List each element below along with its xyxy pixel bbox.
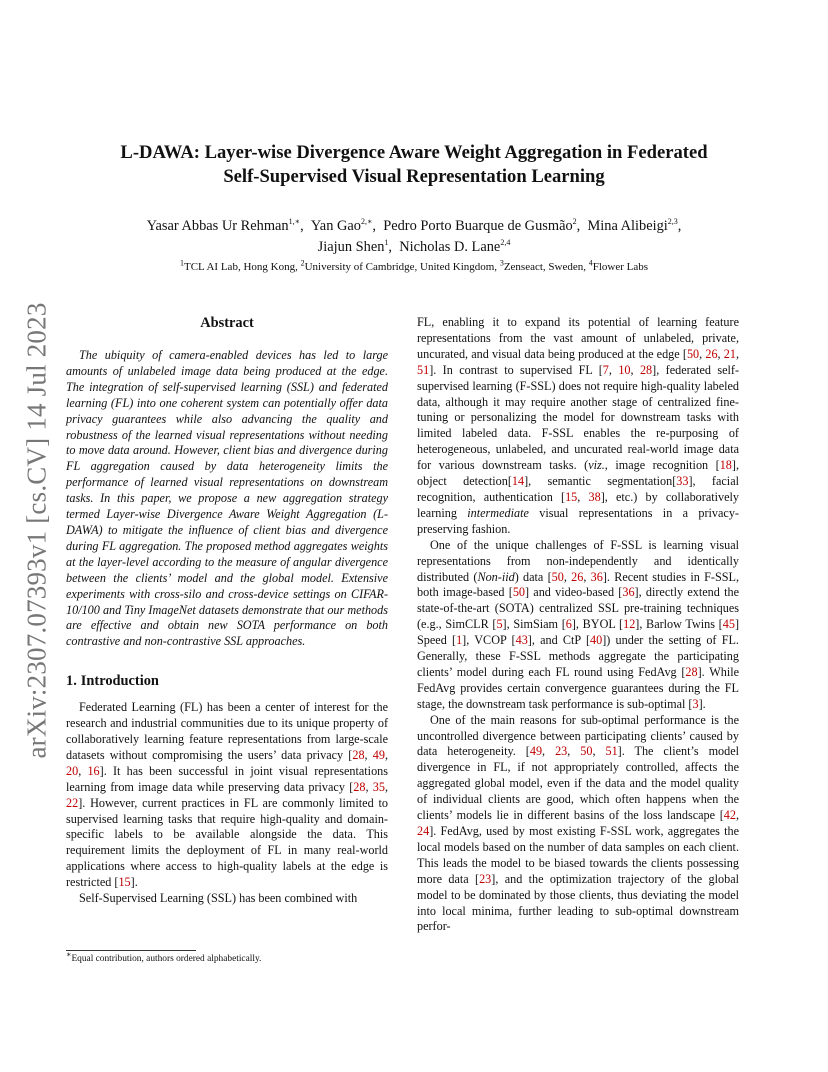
section-title: Introduction xyxy=(80,673,159,690)
right-paragraph-2: One of the unique challenges of F-SSL is learning visual representations from non-independently and identically distributed (Non-iid) data [50, 26, 36]. Recent studies in F-SSL, both image-based [50] and video-based [36], directly extend the state-of-the-art (SOTA) centralized SSL pre-training techniques (e.g., SimCLR [5], SimSiam [6], BYOL [12], Barlow Twins [45] Speed [1], VCOP [43], and CtP [40]) under the setting of FL. Generally, these F-SSL methods aggregate the participating clients’ model during each FL round using FedAvg [28]. While FedAvg provides certain convergence guarantees during the FL stage, the downstream task performance is sub-optimal [3]. xyxy=(417,537,740,711)
intro-paragraph-1: Federated Learning (FL) has been a center of interest for the research and industrial communities due to its unique property of collaboratively learning feature representations from large-scale datasets without compromising the users’ data privacy [28, 49, 20, 16]. It has been successful in joint visual representations learning from image data while preserving data privacy [28, 35, 22]. However, current practices in FL are commonly limited to supervised learning tasks that require high-quality and domain-specific labels to be available alongside the data. This requirement limits the deployment of FL in many real-world applications where access to high-quality labels at the edge is restricted [15]. xyxy=(66,700,389,890)
footnote-rule xyxy=(66,950,196,951)
arxiv-stamp xyxy=(22,295,52,765)
left-column xyxy=(66,314,388,907)
affiliations: $^1$TCL AI Lab, Hong Kong, $^2$University of Cambridge, United Kingdom, $^3$Zenseact, Sweden, $^4$Flower Labs xyxy=(179,258,649,273)
abstract-text: The ubiquity of camera-enabled devices has led to large amounts of unlabeled image data being produced at the edge. The integration of self-supervised learning (SSL) and federated learning (FL) into one coherent system can potentially offer data privacy guarantees while also advancing the quality and robustness of the learned visual representations without needing to move data around. However, client bias and divergence during FL aggregation caused by data heterogeneity limits the performance of learned visual representations on downstream tasks. In this paper, we propose a new aggregation strategy termed Layer-wise Divergence Aware Weight Aggregation (L-DAWA) to mitigate the influence of client bias and divergence during FL aggregation. The proposed method aggregates weights at the layer-level according to the measure of angular divergence between the clients’ model and the global model. Extensive experiments with cross-silo and cross-device settings on CIFAR-10/100 and Tiny ImageNet datasets demonstrate that our methods are effective and obtain new SOTA performance on both contrastive and non-contrastive SSL approaches. xyxy=(66,348,388,649)
right-paragraph-1: FL, enabling it to expand its potential of learning feature representations from the vast amount of unlabeled, private, uncurated, and visual data being produced at the edge [50, 26, 21, 51]. In contrast to supervised FL [7, 10, 28], federated self-supervised learning (F-SSL) does not require high-quality labeled data, although it may require another stage of centralized fine-tuning or personalizing the model for downstream tasks with limited labeled data. F-SSL enables the re-purposing of heterogeneous, unlabeled, and uncurated real-world image data for various downstream tasks. (viz., image recognition [18], object detection[14], semantic segmentation[33], facial recognition, authentication [15, 38], etc.) by collaboratively learning intermediate visual representations in a privacy-preserving fashion. xyxy=(417,315,740,536)
section-heading-introduction xyxy=(66,672,388,690)
abstract-section xyxy=(66,314,388,650)
footnote: ∗Equal contribution, authors ordered alphabetically. xyxy=(66,949,262,964)
right-column xyxy=(417,315,739,935)
arxiv-id: arXiv:2307.07393v1 [cs.CV] 14 Jul 2023 xyxy=(21,301,52,759)
title-line-2: Self-Supervised Visual Representation Learning xyxy=(223,166,605,187)
paper-title xyxy=(66,141,762,189)
right-paragraph-3: One of the main reasons for sub-optimal performance is the uncontrolled divergence between participating clients’ caused by data heterogeneity. [49, 23, 50, 51]. The client’s model divergence in FL, if not appropriately controlled, affects the aggregated global model, even if the data and the model quality of individual clients are good, which often happens when the clients’ models lie in different basins of the loss landscape [42, 24]. FedAvg, used by most existing F-SSL work, aggregates the local models based on the number of data samples on each client. This leads the model to be biased towards the clients possessing more data [23], and the optimization trajectory of the global model to be dominated by those clients, thus deviating the model into local minima, further leading to sub-optimal downstream perfor- xyxy=(417,712,740,934)
abstract-heading: Abstract xyxy=(200,315,254,331)
author-list: Yasar Abbas Ur Rehman$^{1,∗}$, Yan Gao$^{2,∗}$, Pedro Porto Buarque de Gusmão$^2$, Mina Alibeigi$^{2,3}$, Jiajun Shen$^1$, Nicholas D. Lane$^{2,4}$ xyxy=(146,217,682,255)
intro-paragraph-2: Self-Supervised Learning (SSL) has been combined with xyxy=(79,891,358,906)
title-line-1: L-DAWA: Layer-wise Divergence Aware Weight Aggregation in Federated xyxy=(120,142,708,163)
section-number: 1. xyxy=(66,673,77,690)
